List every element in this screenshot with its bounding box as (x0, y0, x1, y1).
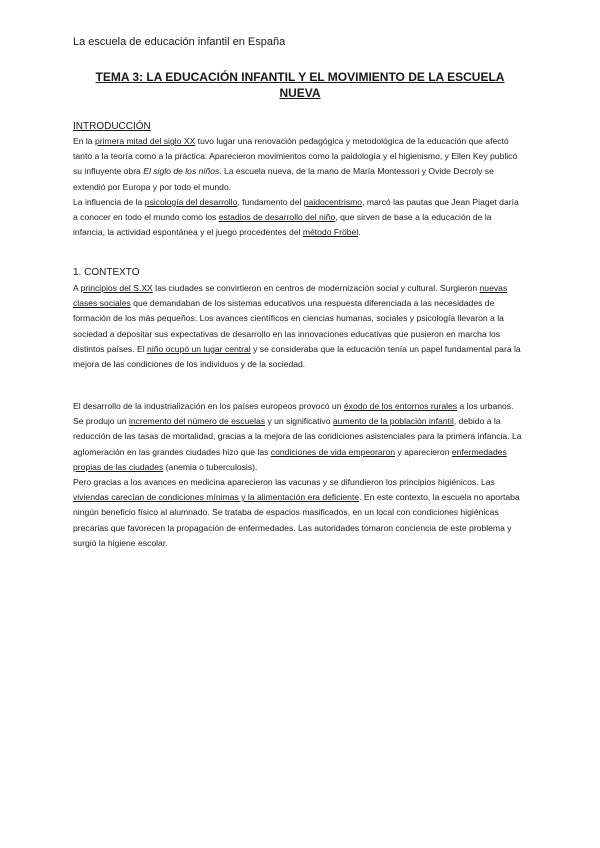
contexto-paragraph-3 (73, 475, 525, 551)
text-run: En la (73, 136, 95, 146)
contexto-body-1 (73, 281, 525, 372)
text-run: y un significativo (265, 416, 333, 427)
contexto-paragraph-2 (73, 399, 525, 475)
underlined-term: método Fröbel (302, 227, 359, 238)
underlined-term: estadios de desarrollo del niño (218, 212, 336, 223)
text-run: (anemia o tuberculosis). (163, 461, 258, 472)
underlined-term: aumento de la población infantil (332, 416, 454, 427)
underlined-term: niño ocupó un lugar central (147, 343, 251, 354)
book-title: El siglo de los niños (143, 166, 220, 177)
text-run: El desarrollo de la industrialización en los países europeos provocó un (73, 401, 344, 411)
text-run: . (358, 227, 361, 238)
text-run: A (73, 283, 81, 293)
text-run: las ciudades se convirtieron en centros de modernización social y cultural. Surgieron (152, 283, 480, 293)
underlined-term: enfermedades propias de las ciudades (73, 446, 507, 472)
text-run: tuvo lugar una renovación pedagógica y metodológica de la educación que afectó tanto a la teoría como a la práctica. Aparecieron movimientos como la paidología y el higienismo, y Ellen Key publicó su influyente obra (73, 136, 518, 177)
text-run: , que sirven de base a la educación de la infancia, la actividad espontánea y el juego procedentes del (73, 212, 492, 238)
text-run: . La escuela nueva, de la mano de María Montessori y Ovide Decroly se extendió por Europa y por todo el mundo. (73, 166, 494, 192)
page-title (80, 69, 520, 101)
title-line-1: TEMA 3: LA EDUCACIÓN INFANTIL Y EL MOVIMIENTO DE LA ESCUELA (95, 70, 505, 84)
underlined-term: principios del S.XX (80, 283, 153, 293)
intro-heading: INTRODUCCIÓN (73, 121, 151, 132)
intro-paragraph-1 (73, 134, 525, 195)
text-run: , fundamento del (237, 196, 304, 207)
underlined-term: éxodo de los entornos rurales (343, 401, 458, 411)
running-header: La escuela de educación infantil en España (73, 36, 286, 48)
text-run: y aparecieron (395, 446, 452, 457)
contexto-body-2 (73, 399, 525, 551)
underlined-term: primera mitad del siglo XX (94, 136, 196, 146)
underlined-term: psicología del desarrollo (144, 196, 238, 207)
contexto-paragraph-1 (73, 281, 525, 372)
text-run: . En este contexto, la escuela no aportaba ningún beneficio físico al alumnado. Se trataba de espacios masificados, en un local con condiciones higiénicas precarias que favorecen la propagación de enfermedades. Las autoridades tomaron conciencia de este problema y surgió la higiene escolar. (73, 492, 520, 548)
intro-body (73, 134, 525, 240)
text-run: que demandaban de los sistemas educativos una respuesta diferenciada a las necesidades de formación de los más pequeños. Los avances científicos en ciencias humanas, sociales y psicología llevaron a la sociedad a depositar sus expectativas de desarrollo en las innovaciones educativas que pusieron en marcha los distintos países. El (73, 298, 504, 354)
underlined-term: nuevas clases sociales (73, 283, 508, 309)
contexto-heading: 1. CONTEXTO (73, 267, 140, 278)
text-run: y se consideraba que la educación tenía un papel fundamental para la mejora de las condiciones de los individuos y de la sociedad. (73, 343, 521, 370)
text-run: La influencia de la (73, 196, 145, 207)
text-run: , debido a la reducción de las tasas de mortalidad, gracias a la mejora de las condiciones asistenciales para la primera infancia. La aglomeración en las grandes ciudades hizo que las (73, 416, 522, 457)
title-line-2: NUEVA (279, 86, 321, 100)
underlined-term: condiciones de vida empeoraron (270, 446, 396, 457)
intro-paragraph-2 (73, 195, 525, 241)
underlined-term: paidocentrismo (303, 196, 363, 207)
underlined-term: viviendas carecían de condiciones mínimas y la alimentación era deficiente (73, 492, 360, 503)
text-run: Pero gracias a los avances en medicina aparecieron las vacunas y se difundieron los principios higiénicos. Las (73, 477, 495, 488)
text-run: , marcó las pautas que Jean Piaget daría a conocer en todo el mundo como los (73, 196, 519, 223)
text-run: a los urbanos. Se produjo un (73, 401, 514, 427)
underlined-term: incremento del número de escuelas (128, 416, 266, 427)
